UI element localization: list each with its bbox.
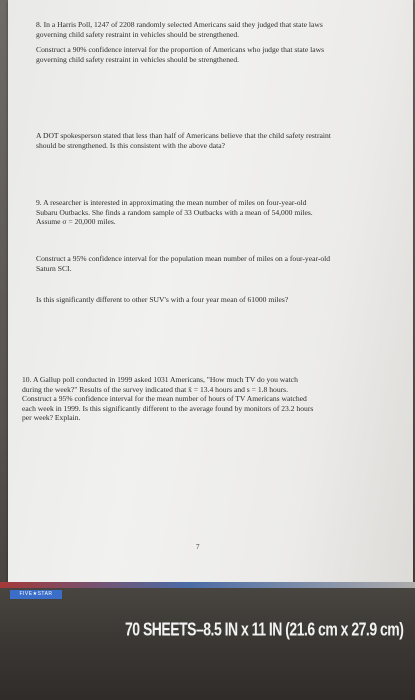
question-8-prompt: 8. In a Harris Poll, 1247 of 2208 randomly selected Americans said they judged that state laws governing child safety restraint in vehicles should be strengthened. [36,20,323,39]
notepad-cover [0,582,415,700]
question-9-task: Construct a 95% confidence interval for the population mean number of miles on a four-year-old Saturn SCI. [36,254,331,273]
question-9-prompt: 9. A researcher is interested in approximating the mean number of miles on four-year-old Subaru Outbacks. She finds a random sample of 33 Outbacks with a mean of 54,000 miles. Assume σ = 20,000 miles. [36,198,313,227]
question-8-task: Construct a 90% confidence interval for the proportion of Americans who judge that state laws governing child safety restraint in vehicles should be strengthened. [36,45,325,64]
question-9-followup: Is this significantly different to other SUV's with a four year mean of 61000 miles? [36,295,289,304]
notepad-sheet-count-label: 70 SHEETS–8.5 IN x 11 IN (21.6 cm x 27.9 cm) [125,618,404,640]
worksheet-page [8,0,413,582]
page-number: 7 [196,543,200,551]
question-8-followup: A DOT spokesperson stated that less than half of Americans believe that the child safety restraint should be strengthened. Is this consistent with the above data? [36,131,331,150]
notepad-color-strip [0,582,415,588]
question-10-prompt: 10. A Gallup poll conducted in 1999 asked 1031 Americans, "How much TV do you watch during the week?" Results of the survey indicated that x̄ = 13.4 hours and s = 1.8 hours. Construct a 95% confidence interval for the mean number of hours of TV Americans watched each week in 1999. Is this significantly different to the average found by monitors of 23.2 hours per week? Explain. [22,375,314,423]
brand-logo: FIVE★STAR [10,590,62,599]
